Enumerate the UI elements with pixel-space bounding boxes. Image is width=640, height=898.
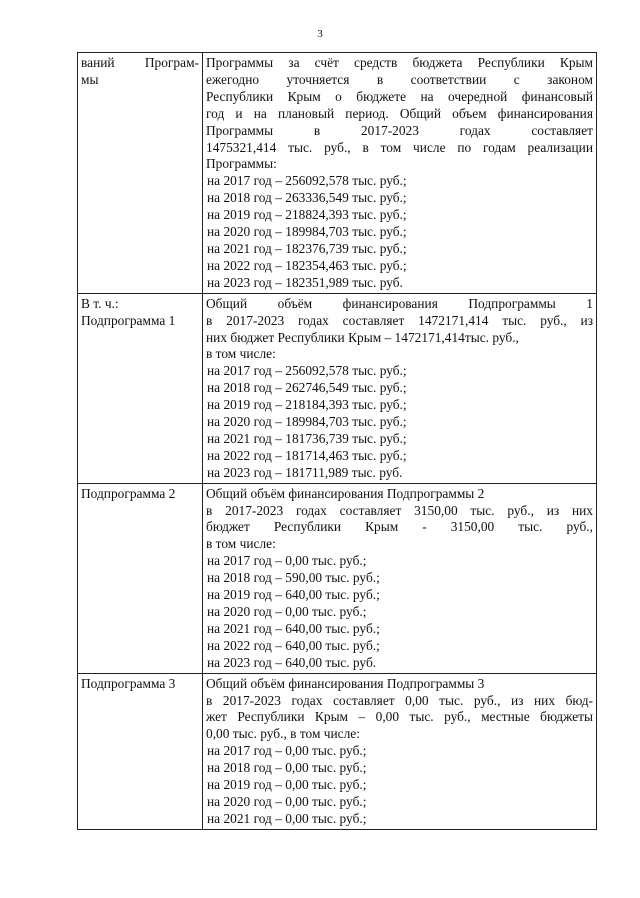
paragraph-line: Общий объём финансирования Подпрограммы 1 [206,295,593,311]
table-row [78,673,597,829]
paragraph-line: Общий объём финансирования Подпрограммы 2 [206,485,485,501]
year-amount-line: на 2018 год – 590,00 тыс. руб.; [207,570,380,586]
year-amount-line: на 2023 год – 181711,989 тыс. руб. [207,464,403,480]
row-content-cell [203,483,597,673]
paragraph-line: них бюджет Республики Крым – 1472171,414тыс. руб., [206,329,519,345]
year-amount-line: на 2022 год – 181714,463 тыс. руб.; [207,447,407,463]
row-content-cell [203,293,597,483]
year-amount-line: на 2023 год – 182351,989 тыс. руб. [207,274,403,290]
paragraph-line: бюджет Республики Крым - 3150,00 тыс. руб., [206,519,593,535]
paragraph-line: в 2017-2023 годах составляет 3150,00 тыс. руб., из них [206,502,593,518]
row-label: мы [81,71,99,87]
year-amount-line: на 2019 год – 218184,393 тыс. руб.; [207,397,407,413]
year-amount-line: на 2019 год – 0,00 тыс. руб.; [207,777,367,793]
year-amount-line: на 2017 год – 0,00 тыс. руб.; [207,743,367,759]
year-amount-line: на 2021 год – 0,00 тыс. руб.; [207,810,367,826]
row-label-cell [78,673,203,829]
year-amount-line: на 2022 год – 182354,463 тыс. руб.; [207,257,407,273]
paragraph-line: Программы: [206,156,277,172]
year-amount-line: на 2020 год – 189984,703 тыс. руб.; [207,414,407,430]
paragraph-line: жет Республики Крым – 0,00 тыс. руб., местные бюджеты [206,709,593,725]
year-amount-line: на 2018 год – 262746,549 тыс. руб.; [207,380,407,396]
year-amount-line: на 2017 год – 256092,578 тыс. руб.; [207,363,407,379]
year-amount-line: на 2018 год – 0,00 тыс. руб.; [207,760,367,776]
paragraph-line: ежегодно уточняется в соответствии с законом [206,71,593,87]
row-label-cell [78,483,203,673]
row-label: ваний Програм- [81,55,199,70]
table-row [78,293,597,483]
year-amount-line: на 2019 год – 218824,393 тыс. руб.; [207,207,407,223]
paragraph-line: год и на плановый период. Общий объем финансирования [206,105,593,121]
year-amount-line: на 2020 год – 0,00 тыс. руб.; [207,793,367,809]
paragraph-line: 1475321,414 тыс. руб., в том числе по годам реализации [206,139,593,155]
year-amount-line: на 2019 год – 640,00 тыс. руб.; [207,587,380,603]
year-amount-line: на 2018 год – 263336,549 тыс. руб.; [207,190,407,206]
paragraph-line: в 2017-2023 годах составляет 0,00 тыс. руб., из них бюд- [206,692,593,708]
year-amount-line: на 2021 год – 181736,739 тыс. руб.; [207,430,407,446]
year-amount-line: на 2020 год – 0,00 тыс. руб.; [207,604,367,619]
year-amount-line: на 2017 год – 0,00 тыс. руб.; [207,553,367,569]
row-label-cell [78,53,203,294]
paragraph-line: 0,00 тыс. руб., в том числе: [206,726,360,742]
paragraph-line: Программы за счёт средств бюджета Республики Крым [206,55,593,70]
year-amount-line: на 2020 год – 189984,703 тыс. руб.; [207,224,407,240]
paragraph-line: в 2017-2023 годах составляет 1472171,414 тыс. руб., из [206,312,593,328]
page-number: 3 [317,28,323,40]
paragraph-line: в том числе: [206,346,276,362]
paragraph-line: в том числе: [206,536,276,552]
row-content-cell [203,53,597,294]
paragraph-line: Общий объём финансирования Подпрограммы 3 [206,675,485,691]
row-label: В т. ч.: [81,295,119,311]
row-label: Подпрограмма 2 [81,485,176,501]
row-label-cell [78,293,203,483]
year-amount-line: на 2021 год – 640,00 тыс. руб.; [207,620,380,636]
table-body [78,53,597,830]
year-amount-line: на 2017 год – 256092,578 тыс. руб.; [207,173,407,189]
year-amount-line: на 2022 год – 640,00 тыс. руб.; [207,637,380,653]
row-content-cell [203,673,597,829]
row-label: Подпрограмма 1 [81,312,176,328]
year-amount-line: на 2023 год – 640,00 тыс. руб. [207,654,377,670]
year-amount-line: на 2021 год – 182376,739 тыс. руб.; [207,240,407,256]
table-row [78,483,597,673]
row-label: Подпрограмма 3 [81,675,176,691]
table-row [78,53,597,294]
program-financing-table [77,52,597,830]
paragraph-line: Программы в 2017-2023 годах составляет [206,122,593,138]
paragraph-line: Республики Крым о бюджете на очередной финансовый [206,88,593,104]
